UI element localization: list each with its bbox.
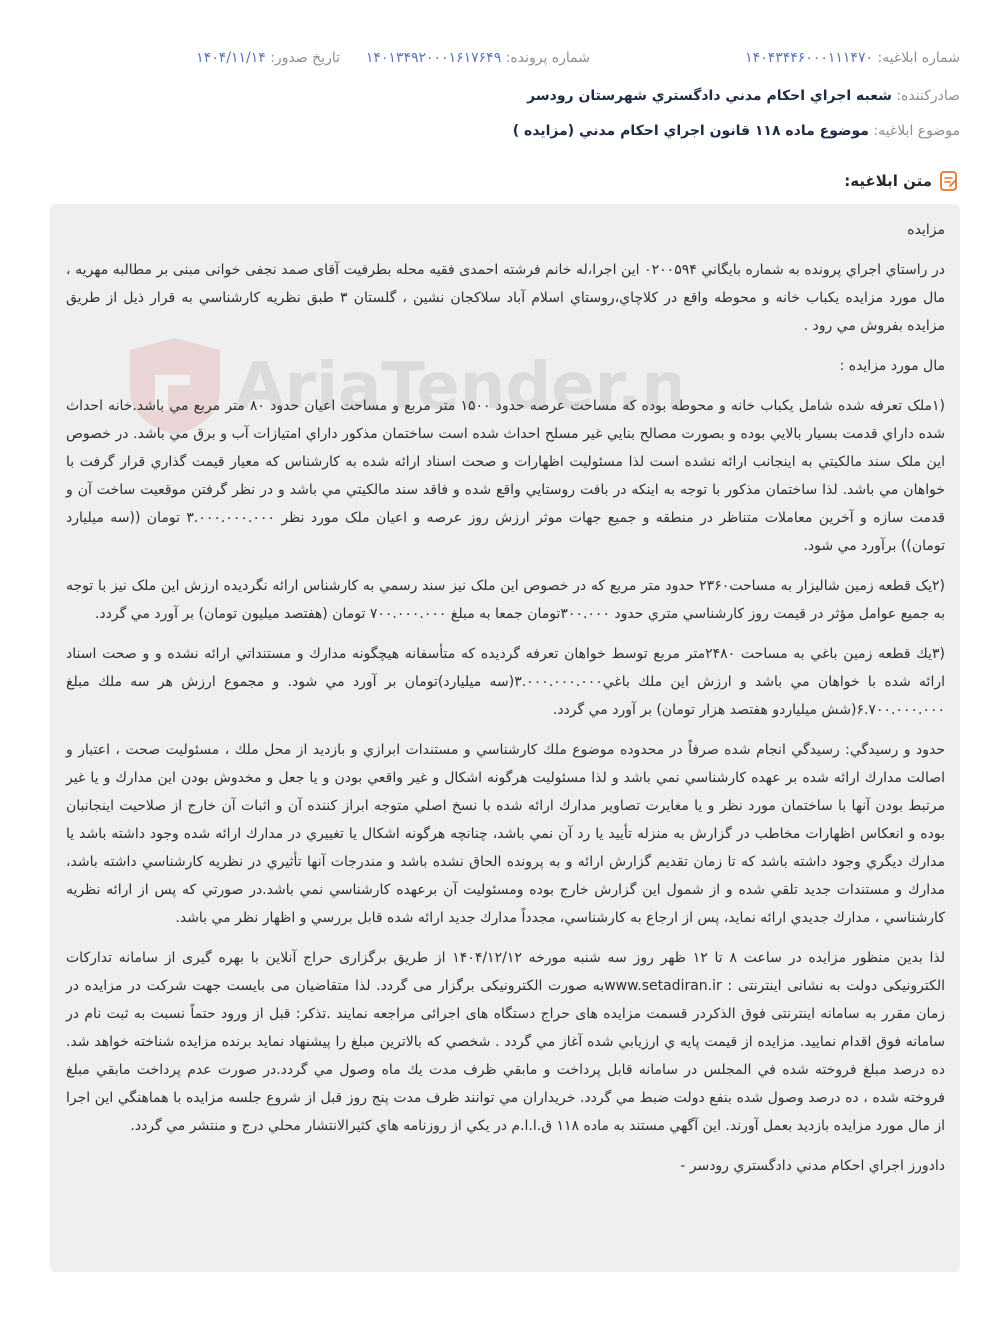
issuer-label: صادرکننده:	[896, 88, 960, 104]
body-paragraph-3: (۱ملک تعرفه شده شامل يکباب خانه و محوطه بوده که مساحت عرصه حدود ۱۵۰۰ متر مربع و مساحت اعيان حدود ۸۰ متر مربع مي باشد.خانه احداث شده داراي قدمت بسيار بالايي بوده و بصورت مصالح بنايي غير مسلح احداث شده است ساختمان مذکور داراي امتيازات آب و برق مي باشد. در خصوص اين ملک سند مالکيتي به اينجانب ارائه نشده است لذا مسئوليت اظهارات و صحت اسناد ارائه شده به کارشناس که معيار قيمت گذاري قرار گرفت با خواهان مي باشد. لذا ساختمان مذکور با توجه به اينکه در بافت روستايي واقع شده و فاقد سند مالکيتي مي باشد و در نظر گرفتن موقعيت ساخت آن و قدمت سازه و آخرين معاملات متناظر در منطقه و جميع جهات موثر ارزش روز عرصه و اعيان ملک مورد نظر ۳.۰۰۰.۰۰۰.۰۰۰ تومان ((سه ميليارد تومان)) برآورد مي شود.	[66, 398, 945, 554]
body-paragraph-6: حدود و رسيدگي: رسيدگي انجام شده صرفاً در محدوده موضوع ملك كارشناسي و مستندات ابرازي و بازديد از محل ملك ، مسئوليت صحت ، اعتبار و اصالت مدارك ارائه شده بر عهده كارشناسي نمي باشد و لذا مسئوليت هرگونه اشكال و غير واقعي بودن و يا جعل و مخدوش بودن اين مدارك و يا غير مرتبط بودن آنها با ساختمان مورد نظر و يا مغايرت تصاوير مدارك ارائه شده با نسخ اصلي متوجه ابراز كننده آن و اثبات آن خارج از صلاحيت اينجانبان بوده و انعكاس اظهارات مخاطب در گزارش به منزله تأييد يا رد آن نمي باشد، چنانچه هرگونه اشكال يا تغييري در مدارك ارائه شده وجود داشته باشد يا مدارك ديگري وجود داشته باشد كه تا زمان تقديم گزارش ارائه و به پرونده الحاق نشده باشد و مندرجات آنها تأثيري در نظريه كارشناسي داشته باشد، مدارك و مستندات جديد تلقي شده و از شمول اين گزارش خارج بوده ومسئوليت آن برعهده كارشناسي نمي باشد.در صورتي كه پس از ارائه نظريه كارشناسي ، مدارك جديدي ارائه نمايد، پس از ارجاع به كارشناسي، مجدداً مدارك جديد ارائه شده قابل بررسي و اظهار نظر مي باشد.	[66, 742, 945, 926]
notice-text-title: متن ابلاغیه:	[844, 172, 932, 190]
body-paragraph-4: (۲يک قطعه زمين شاليزار به مساحت۲۳۶۰ حدود متر مربع که در خصوص اين ملک نيز سند رسمي به کارشناس ارائه نگرديده ارزش اين ملک نيز با توجه به جميع عوامل مؤثر در قيمت روز کارشناسي متري حدود ۳۰۰.۰۰۰تومان جمعا به مبلغ ۷۰۰.۰۰۰.۰۰۰ تومان (هفتصد ميليون تومان) بر آورد مي گردد.	[66, 578, 945, 622]
notice-body-text	[66, 216, 945, 1192]
subject-row	[40, 121, 960, 141]
issuer-row	[40, 86, 960, 106]
case-number-label: شماره پرونده:	[505, 50, 590, 66]
body-paragraph-7: لذا بدين منظور مزايده در ساعت ۸ تا ۱۲ ظهر روز سه شنبه مورخه ۱۴۰۴/۱۲/۱۲ از طريق برگزاری حراج آنلاين با بهره گيری از سامانه تدارکات الکترونيکی دولت به نشانی اينترنتی : www.setadiran.ir‌به صورت الکترونيکی برگزار می گردد. لذا متقاضيان می بايست جهت شرکت در مزايده در زمان مقرر به سامانه اينترنتی فوق الذکردر قسمت مزايده های حراج دستگاه های اجرائی مراجعه نمايند .تذکر: قبل از ورود حتماً نسبت به ثبت نام در سامانه فوق اقدام نماييد. مزايده از قيمت پايه ي ارزيابي شده آغاز مي گردد . شخصي كه بالاترين مبلغ را پيشنهاد نمايد برنده مزايده شناخته خواهد شد. ده درصد مبلغ فروخته شده في المجلس در سامانه قابل پرداخت و مابقي ظرف مدت يك ماه وصول مي گردد.در صورت عدم پرداخت مابقي مبلغ فروخته شده ، ده درصد وصول شده بنفع دولت ضبط مي گردد. خريداران مي توانند ظرف مدت پنج روز قبل از شروع جلسه مزايده با هماهنگي اين اجرا از مال مورد مزايده بازديد بعمل آورند. اين آگهي مستند به ماده ۱۱۸ ق.ا.ا.م در يكي از روزنامه هاي كثيرالانتشار محلي درج و منتشر مي گردد.	[66, 950, 946, 1134]
subject-label: موضوع ابلاغیه:	[873, 123, 960, 139]
issuer-value: شعبه اجراي احكام مدني دادگستري شهرستان رودسر	[527, 88, 892, 104]
notice-number-value: ۱۴۰۴۳۴۴۶۰۰۰۱۱۱۴۷۰	[745, 50, 873, 66]
notice-number	[745, 48, 960, 68]
notice-number-label: شماره ابلاغیه:	[877, 50, 960, 66]
body-paragraph-5: (۳يك قطعه زمين باغي به مساحت ۲۴۸۰متر مربع توسط خواهان تعرفه گرديده كه متأسفانه هيچگونه مدارك و مستنداتي ارائه نشده و و صحت اسناد ارائه شده با خواهان مي باشد و ارزش اين ملك باغي۳.۰۰۰.۰۰۰.۰۰۰(سه ميليارد)تومان بر آورد مي شود. و مجموع ارزش هر سه ملك مبلغ ۶.۷۰۰.۰۰۰.۰۰۰(شش ميلياردو هفتصد هزار تومان) بر آورد مي گردد.	[66, 646, 946, 718]
issue-date	[196, 48, 340, 68]
body-paragraph-1: در راستاي اجراي پرونده به شماره بايگاني ۰۲۰۰۵۹۴ اين اجرا،له خانم فرشته احمدی فقیه محله بطرفيت آقای صمد نجفی خوانی مبنی بر مطالبه مهريه ، مال مورد مزايده يکباب خانه و محوطه واقع در کلاچاي،روستاي اسلام آباد سلاکجان نشين ، گلستان ۳ طبق نظريه كارشناسي به قرار ذيل از طريق مزايده بفروش مي رود .	[66, 262, 946, 334]
notice-text-heading	[844, 170, 960, 192]
issue-date-value: ۱۴۰۴/۱۱/۱۴	[196, 50, 266, 66]
issue-date-label: تاریخ صدور:	[270, 50, 340, 66]
case-number	[366, 48, 590, 68]
body-signature: دادورز اجراي احكام مدني دادگستري رودسر -	[680, 1158, 945, 1174]
subject-value: موضوع ماده ۱۱۸ قانون اجراي احكام مدني (مزايده )	[512, 123, 869, 139]
case-number-value: ۱۴۰۱۳۴۹۲۰۰۰۱۶۱۷۶۴۹	[365, 50, 502, 66]
body-paragraph-2: مال مورد مزايده :	[839, 358, 945, 374]
document-icon	[938, 170, 960, 192]
body-title: مزايده	[907, 222, 945, 238]
